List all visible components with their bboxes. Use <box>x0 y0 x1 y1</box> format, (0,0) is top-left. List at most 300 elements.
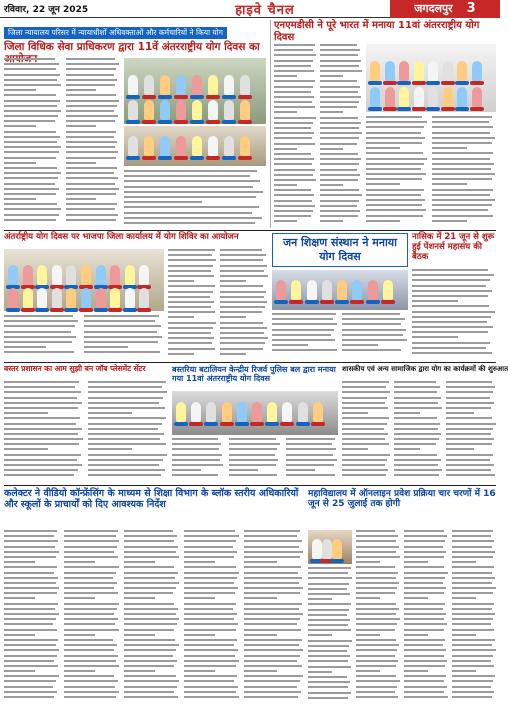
text-line <box>320 91 358 93</box>
text-line <box>432 220 467 222</box>
text-line <box>172 459 220 461</box>
text-line <box>220 254 266 256</box>
text-line <box>4 336 76 338</box>
text-line <box>446 448 474 450</box>
text-line <box>64 644 117 646</box>
text-line <box>64 670 95 672</box>
photo-mat <box>158 156 172 160</box>
story-7-body-b <box>229 438 281 482</box>
photo-figure <box>176 402 186 422</box>
photo-figure <box>206 402 216 422</box>
photo-figure <box>128 136 138 156</box>
text-line <box>308 593 350 595</box>
text-line <box>4 686 53 688</box>
paper-name: हाइवे चैनल <box>235 2 295 18</box>
text-line <box>320 184 343 186</box>
photo-mat <box>265 422 279 426</box>
story-4-headline: जन शिक्षण संस्थान ने मनाया योग दिवस <box>272 233 408 267</box>
photo-figure <box>252 402 262 422</box>
story-3 <box>4 233 268 247</box>
text-line <box>356 665 396 667</box>
text-line <box>452 597 476 599</box>
text-line <box>4 391 81 393</box>
photo-mat <box>412 107 426 111</box>
text-line <box>342 334 403 336</box>
story-2-body-c <box>366 116 428 228</box>
story-4-body-a <box>272 313 338 359</box>
text-line <box>412 290 492 292</box>
photo-figure <box>144 136 154 156</box>
text-line <box>4 691 57 693</box>
text-line <box>4 320 78 322</box>
text-line <box>394 417 437 419</box>
text-line <box>244 540 302 542</box>
text-line <box>4 131 56 133</box>
text-line <box>274 106 315 108</box>
text-line <box>168 311 215 313</box>
text-line <box>66 136 114 138</box>
text-line <box>4 74 60 76</box>
photo-figure <box>370 61 380 81</box>
text-line <box>184 613 237 615</box>
photo-mat <box>123 308 137 312</box>
story-1-body-b <box>66 58 120 228</box>
text-line <box>404 540 445 542</box>
city-name: जगदलपुर <box>414 2 453 15</box>
text-line <box>124 546 178 548</box>
text-line <box>66 58 115 60</box>
text-line <box>124 686 177 688</box>
text-line <box>320 143 357 145</box>
text-line <box>168 275 214 277</box>
text-line <box>320 189 359 191</box>
photo-mat <box>204 422 218 426</box>
photo-mat <box>330 559 344 563</box>
photo-figure <box>160 75 170 95</box>
text-line <box>308 583 349 585</box>
text-line <box>4 105 57 107</box>
text-line <box>244 634 277 636</box>
photo-mat <box>289 300 303 304</box>
text-line <box>184 551 237 553</box>
text-line <box>124 592 173 594</box>
text-line <box>4 428 82 430</box>
photo-mat <box>426 107 440 111</box>
text-line <box>274 200 312 202</box>
photo-figure <box>414 61 424 81</box>
text-line <box>274 54 316 56</box>
text-line <box>394 474 439 476</box>
text-line <box>220 316 246 318</box>
text-line <box>274 60 313 62</box>
text-line <box>320 106 357 108</box>
photo-figure <box>125 288 135 308</box>
text-line <box>432 204 492 206</box>
text-line <box>4 629 57 631</box>
text-line <box>452 603 494 605</box>
text-line <box>66 208 115 210</box>
text-line <box>356 535 398 537</box>
text-line <box>172 443 221 445</box>
photo-figure <box>240 75 250 95</box>
photo-figure <box>128 75 138 95</box>
text-line <box>124 572 178 574</box>
text-line <box>66 219 116 221</box>
photo-figure <box>237 402 247 422</box>
text-line <box>84 331 157 333</box>
text-line <box>4 665 58 667</box>
text-line <box>4 157 56 159</box>
text-line <box>404 597 428 599</box>
text-line <box>308 660 348 662</box>
text-line <box>274 210 313 212</box>
text-line <box>184 530 235 532</box>
text-line <box>412 285 486 287</box>
divider <box>4 485 496 486</box>
text-line <box>308 686 348 688</box>
text-line <box>412 311 495 313</box>
text-line <box>432 147 467 149</box>
text-line <box>4 587 59 589</box>
text-line <box>124 644 179 646</box>
photo-figure <box>139 288 149 308</box>
text-line <box>452 670 476 672</box>
text-line <box>84 320 155 322</box>
story-5 <box>412 233 496 267</box>
text-line <box>4 639 58 641</box>
photo-figure <box>282 402 292 422</box>
text-line <box>220 291 266 293</box>
text-line <box>4 341 72 343</box>
text-line <box>274 49 313 51</box>
text-line <box>274 65 311 67</box>
text-line <box>366 147 400 149</box>
text-line <box>4 177 58 179</box>
text-line <box>220 306 265 308</box>
text-line <box>404 675 446 677</box>
text-line <box>286 459 337 461</box>
text-line <box>88 438 160 440</box>
photo-mat <box>381 300 395 304</box>
text-line <box>274 174 313 176</box>
text-line <box>356 623 397 625</box>
photo-figure <box>368 280 378 300</box>
text-line <box>66 177 118 179</box>
text-line <box>66 68 116 70</box>
text-line <box>394 464 438 466</box>
text-line <box>320 86 360 88</box>
text-line <box>320 169 357 171</box>
text-line <box>4 546 55 548</box>
text-line <box>274 148 297 150</box>
text-line <box>404 530 444 532</box>
text-line <box>172 474 218 476</box>
text-line <box>4 582 56 584</box>
text-line <box>404 660 447 662</box>
text-line <box>320 70 362 72</box>
text-line <box>124 566 174 568</box>
photo-figure <box>23 288 33 308</box>
text-line <box>124 540 174 542</box>
text-line <box>4 618 56 620</box>
photo-figure <box>160 100 170 120</box>
photo-figure <box>399 61 409 81</box>
photo-figure <box>23 265 33 285</box>
photo-mat <box>126 156 140 160</box>
photo-mat <box>190 95 204 99</box>
photo-figure <box>313 402 323 422</box>
photo-figure <box>81 288 91 308</box>
story-2-body-b <box>320 44 362 228</box>
text-line <box>308 588 347 590</box>
text-line <box>452 592 493 594</box>
photo-mat <box>238 156 252 160</box>
photo-figure <box>307 280 317 300</box>
text-line <box>66 146 115 148</box>
text-line <box>320 194 362 196</box>
story-3-body-d <box>84 315 164 359</box>
text-line <box>356 629 395 631</box>
text-line <box>4 597 35 599</box>
text-line <box>404 572 448 574</box>
text-line <box>184 592 235 594</box>
text-line <box>124 175 250 177</box>
text-line <box>432 173 495 175</box>
text-line <box>394 381 436 383</box>
photo-mat <box>441 107 455 111</box>
text-line <box>446 412 474 414</box>
photo-mat <box>126 120 140 124</box>
photo-mat <box>335 300 349 304</box>
text-line <box>342 454 390 456</box>
photo-figure <box>222 402 232 422</box>
photo-mat <box>158 95 172 99</box>
story-9-body-c <box>124 530 180 704</box>
text-line <box>366 137 425 139</box>
photo-figure <box>110 265 120 285</box>
text-line <box>452 530 493 532</box>
text-line <box>4 146 61 148</box>
text-line <box>64 535 116 537</box>
text-line <box>356 582 399 584</box>
photo-mat <box>142 95 156 99</box>
text-line <box>184 587 238 589</box>
photo-figure <box>144 75 154 95</box>
text-line <box>452 587 496 589</box>
text-line <box>412 295 488 297</box>
text-line <box>66 151 118 153</box>
text-line <box>64 566 119 568</box>
text-line <box>320 101 359 103</box>
text-line <box>4 566 57 568</box>
text-line <box>394 423 440 425</box>
story-10-body-a <box>308 567 352 704</box>
text-line <box>184 540 236 542</box>
divider <box>4 362 496 363</box>
text-line <box>172 454 222 456</box>
photo-mat <box>174 95 188 99</box>
text-line <box>274 101 312 103</box>
text-line <box>220 285 263 287</box>
text-line <box>4 417 80 419</box>
text-line <box>452 691 494 693</box>
text-line <box>286 454 333 456</box>
text-line <box>184 597 215 599</box>
text-line <box>168 254 212 256</box>
story-3-body-c <box>4 315 80 359</box>
story-2 <box>274 20 496 42</box>
photo-mat <box>368 81 382 85</box>
text-line <box>366 121 427 123</box>
text-line <box>168 322 216 324</box>
text-line <box>4 655 57 657</box>
text-line <box>432 121 489 123</box>
text-line <box>124 191 263 193</box>
text-line <box>244 530 300 532</box>
text-line <box>356 691 395 693</box>
text-line <box>168 353 194 355</box>
text-line <box>366 132 421 134</box>
text-line <box>356 572 398 574</box>
story-7-headline: बस्तरिया बटालियन केन्द्रीय रिजर्व पुलिस बल द्वारा मनाया गया 11वां अंतरराष्ट्रीय योग दिवस <box>172 365 336 384</box>
photo-figure <box>312 539 322 559</box>
text-line <box>168 296 210 298</box>
text-line <box>394 397 441 399</box>
text-line <box>404 608 443 610</box>
text-line <box>342 448 368 450</box>
photo-figure <box>224 100 234 120</box>
text-line <box>342 386 386 388</box>
text-line <box>412 331 488 333</box>
text-line <box>404 582 443 584</box>
text-line <box>4 331 71 333</box>
text-line <box>84 351 160 353</box>
text-line <box>366 220 400 222</box>
text-line <box>452 535 491 537</box>
photo-mat <box>174 120 188 124</box>
text-line <box>342 344 378 346</box>
text-line <box>4 464 82 466</box>
text-line <box>404 535 447 537</box>
photo-figure <box>414 87 424 107</box>
text-line <box>64 696 116 698</box>
text-line <box>66 131 116 133</box>
text-line <box>342 464 385 466</box>
text-line <box>124 217 262 219</box>
text-line <box>64 572 116 574</box>
text-line <box>412 274 494 276</box>
story-7-photo <box>172 391 338 435</box>
text-line <box>66 115 118 117</box>
text-line <box>184 675 237 677</box>
text-line <box>342 428 384 430</box>
text-line <box>394 402 438 404</box>
photo-mat <box>368 107 382 111</box>
text-line <box>168 337 214 339</box>
text-line <box>168 265 213 267</box>
text-line <box>308 676 347 678</box>
story-4-photo <box>272 270 408 310</box>
photo-figure <box>322 539 332 559</box>
text-line <box>124 670 155 672</box>
photo-figure <box>96 288 106 308</box>
text-line <box>4 540 58 542</box>
text-line <box>452 660 491 662</box>
text-line <box>272 339 335 341</box>
photo-figure <box>81 265 91 285</box>
text-line <box>244 546 299 548</box>
text-line <box>244 655 300 657</box>
text-line <box>320 148 343 150</box>
text-line <box>404 644 443 646</box>
text-line <box>308 697 348 699</box>
text-line <box>308 645 349 647</box>
text-line <box>274 86 313 88</box>
text-line <box>172 438 218 440</box>
page-number: 3 <box>466 1 476 16</box>
text-line <box>64 634 95 636</box>
text-line <box>66 125 96 127</box>
story-4 <box>272 233 408 267</box>
story-10-photo <box>308 530 352 564</box>
text-line <box>244 644 299 646</box>
text-line <box>4 608 55 610</box>
photo-figure <box>52 265 62 285</box>
text-line <box>244 572 298 574</box>
text-line <box>4 208 61 210</box>
photo-mat <box>280 422 294 426</box>
text-line <box>412 321 487 323</box>
photo-figure <box>276 280 286 300</box>
photo-figure <box>52 288 62 308</box>
text-line <box>88 423 162 425</box>
text-line <box>412 347 486 349</box>
text-line <box>342 381 389 383</box>
text-line <box>244 597 277 599</box>
photo-mat <box>397 107 411 111</box>
text-line <box>446 474 495 476</box>
text-line <box>342 391 390 393</box>
text-line <box>64 551 114 553</box>
text-line <box>244 691 301 693</box>
text-line <box>320 205 357 207</box>
text-line <box>356 634 380 636</box>
text-line <box>88 469 165 471</box>
text-line <box>404 639 445 641</box>
story-3-body-a <box>168 249 216 359</box>
photo-mat <box>190 156 204 160</box>
text-line <box>244 566 301 568</box>
text-line <box>244 618 300 620</box>
text-line <box>184 577 237 579</box>
text-line <box>66 157 116 159</box>
text-line <box>4 125 36 127</box>
text-line <box>356 592 395 594</box>
photo-figure <box>428 87 438 107</box>
text-line <box>184 618 234 620</box>
text-line <box>366 204 422 206</box>
photo-figure <box>110 288 120 308</box>
text-line <box>320 44 357 46</box>
text-line <box>356 675 396 677</box>
text-line <box>4 696 54 698</box>
photo-figure <box>176 75 186 95</box>
text-line <box>4 167 57 169</box>
text-line <box>4 141 57 143</box>
text-line <box>229 443 280 445</box>
text-line <box>320 158 361 160</box>
text-line <box>356 644 399 646</box>
